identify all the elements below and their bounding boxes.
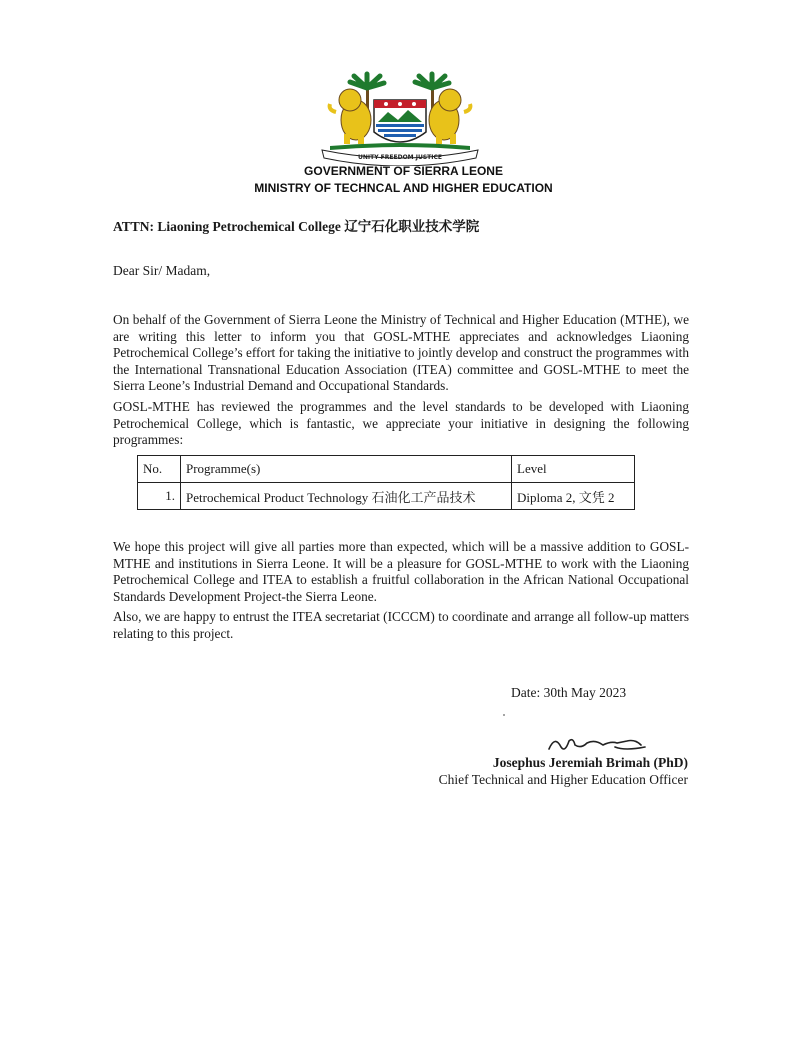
programmes-table [137, 455, 635, 510]
crest-shield [374, 100, 426, 142]
coat-of-arms-emblem [300, 70, 500, 166]
table-header-row [138, 456, 635, 483]
crest-motto: UNITY FREEDOM JUSTICE [358, 154, 442, 161]
table-header-level: Level [512, 456, 635, 483]
handwritten-signature [545, 731, 650, 755]
body-paragraph-4: Also, we are happy to entrust the ITEA secretariat (ICCCM) to coordinate and arrange all follow-up matters relating to this project. [113, 609, 689, 641]
body-paragraph-1: On behalf of the Government of Sierra Leone the Ministry of Technical and Higher Education (MTHE), we are writing this letter to inform you that GOSL-MTHE appreciates and acknowledges Liaoning Petrochemical College’s effort for taking the initiative to jointly develop and construct the programmes with the International Transnational Education Association (ITEA) committee and GOSL-MTHE to meet the Sierra Leone’s Industrial Demand and Occupational Standards. [113, 312, 689, 394]
table-cell-no: 1. [138, 483, 181, 510]
table-header-no: No. [138, 456, 181, 483]
government-heading: GOVERNMENT OF SIERRA LEONE [304, 164, 503, 178]
table-cell-programme: Petrochemical Product Technology 石油化工产品技术 [181, 483, 512, 510]
ink-speck [503, 714, 505, 716]
attention-line: ATTN: Liaoning Petrochemical College 辽宁石化职业技术学院 [113, 219, 480, 234]
body-paragraph-3: We hope this project will give all parties more than expected, which will be a massive addition to GOSL-MTHE and institutions in Sierra Leone. It will be a pleasure for GOSL-MTHE to work with the Liaoning Petrochemical College and ITEA to establish a fruitful collaboration in the African National Occupational Standards Development Project-the Sierra Leone. [113, 539, 689, 604]
signatory-name: Josephus Jeremiah Brimah (PhD) [492, 755, 688, 770]
lion-right [429, 89, 470, 144]
salutation: Dear Sir/ Madam, [113, 263, 211, 278]
body-paragraph-2: GOSL-MTHE has reviewed the programmes and the level standards to be developed with Liaoning Petrochemical College, which is fantastic, we appreciate your initiative in designing the following programmes: [113, 399, 689, 448]
table-header-programme: Programme(s) [181, 456, 512, 483]
table-row [138, 483, 635, 510]
table-cell-level: Diploma 2, 文凭 2 [512, 483, 635, 510]
signatory-title: Chief Technical and Higher Education Officer [438, 772, 688, 787]
lion-left [330, 89, 371, 144]
ministry-heading: MINISTRY OF TECHNCAL AND HIGHER EDUCATION [254, 181, 553, 195]
letter-date: Date: 30th May 2023 [511, 685, 627, 700]
